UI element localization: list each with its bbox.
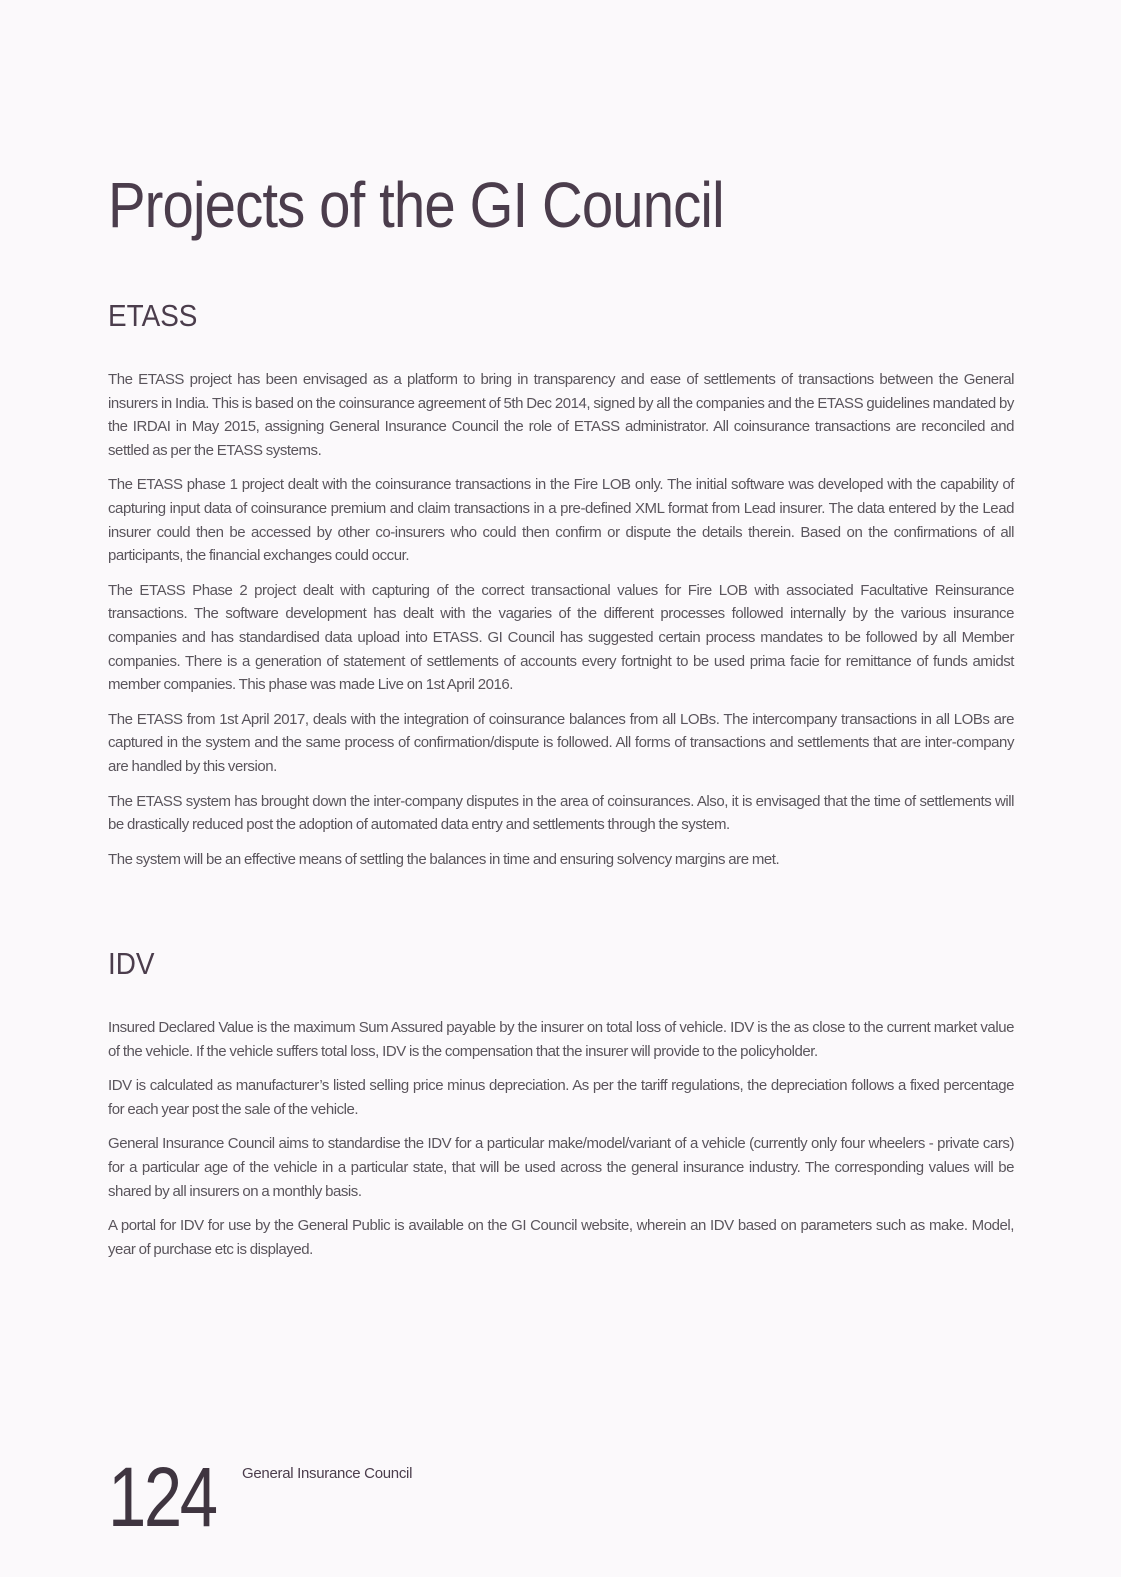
- paragraph: The ETASS from 1st April 2017, deals with the integration of coinsurance balances from all LOBs. The intercompany transactions in all LOBs are captured in the system and the same process of confirmation/dispute is followed. All forms of transactions and settlements that are inter-company are handled by this version.: [108, 710, 1014, 775]
- document-page: [108, 0, 1014, 1577]
- section-etass: [108, 296, 1014, 882]
- section-idv: [108, 944, 1014, 1272]
- paragraph: The system will be an effective means of settling the balances in time and ensuring solvency margins are met.: [108, 850, 780, 868]
- paragraph: The ETASS phase 1 project dealt with the coinsurance transactions in the Fire LOB only. The initial software was developed with the capability of capturing input data of coinsurance premium and claim transactions in a pre-defined XML format from Lead insurer. The data entered by the Lead insurer could then be accessed by other co-insurers who could then confirm or dispute the details therein. Based on the confirmations of all participants, the financial exchanges could occur.: [108, 476, 1014, 565]
- paragraph: The ETASS system has brought down the inter-company disputes in the area of coinsurances. Also, it is envisaged that the time of settlements will be drastically reduced post the adoption of automated data entry and settlements through the system.: [108, 792, 1014, 834]
- section-heading-idv: IDV: [108, 946, 155, 981]
- footer-publisher-label: General Insurance Council: [242, 1465, 413, 1482]
- paragraph: The ETASS project has been envisaged as a platform to bring in transparency and ease of settlements of transactions between the General insurers in India. This is based on the coinsurance agreement of 5th Dec 2014, signed by all the companies and the ETASS guidelines mandated by the IRDAI in May 2015, assigning General Insurance Council the role of ETASS administrator. All coinsurance transactions are reconciled and settled as per the ETASS systems.: [108, 371, 1014, 459]
- paragraph: The ETASS Phase 2 project dealt with capturing of the correct transactional values for Fire LOB with associated Facultative Reinsurance transactions. The software development has dealt with the vagaries of the different processes followed internally by the various insurance companies and has standardised data upload into ETASS. GI Council has suggested certain process mandates to be followed by all Member companies. There is a generation of statement of settlements of accounts every fortnight to be used prima facie for remittance of funds amidst member companies. This phase was made Live on 1st April 2016.: [108, 581, 1014, 694]
- paragraph: General Insurance Council aims to standardise the IDV for a particular make/model/variant of a vehicle (currently only four wheelers - private cars) for a particular age of the vehicle in a particular state, that will be used across the general insurance industry. The corresponding values will be shared by all insurers on a monthly basis.: [108, 1135, 1014, 1200]
- section-body-idv: [108, 1016, 1014, 1261]
- section-body-etass: [108, 368, 1014, 871]
- page-title: Projects of the GI Council: [108, 169, 724, 241]
- paragraph: A portal for IDV for use by the General Public is available on the GI Council website, wherein an IDV based on parameters such as make. Model, year of purchase etc is displayed.: [108, 1217, 1014, 1258]
- page-number: 124: [108, 1450, 216, 1544]
- section-heading-etass: ETASS: [108, 298, 198, 333]
- paragraph: Insured Declared Value is the maximum Sum Assured payable by the insurer on total loss of vehicle. IDV is the as close to the current market value of the vehicle. If the vehicle suffers total loss, IDV is the compensation that the insurer will provide to the policyholder.: [108, 1019, 1014, 1060]
- paragraph: IDV is calculated as manufacturer’s listed selling price minus depreciation. As per the tariff regulations, the depreciation follows a fixed percentage for each year post the sale of the vehicle.: [108, 1077, 1014, 1118]
